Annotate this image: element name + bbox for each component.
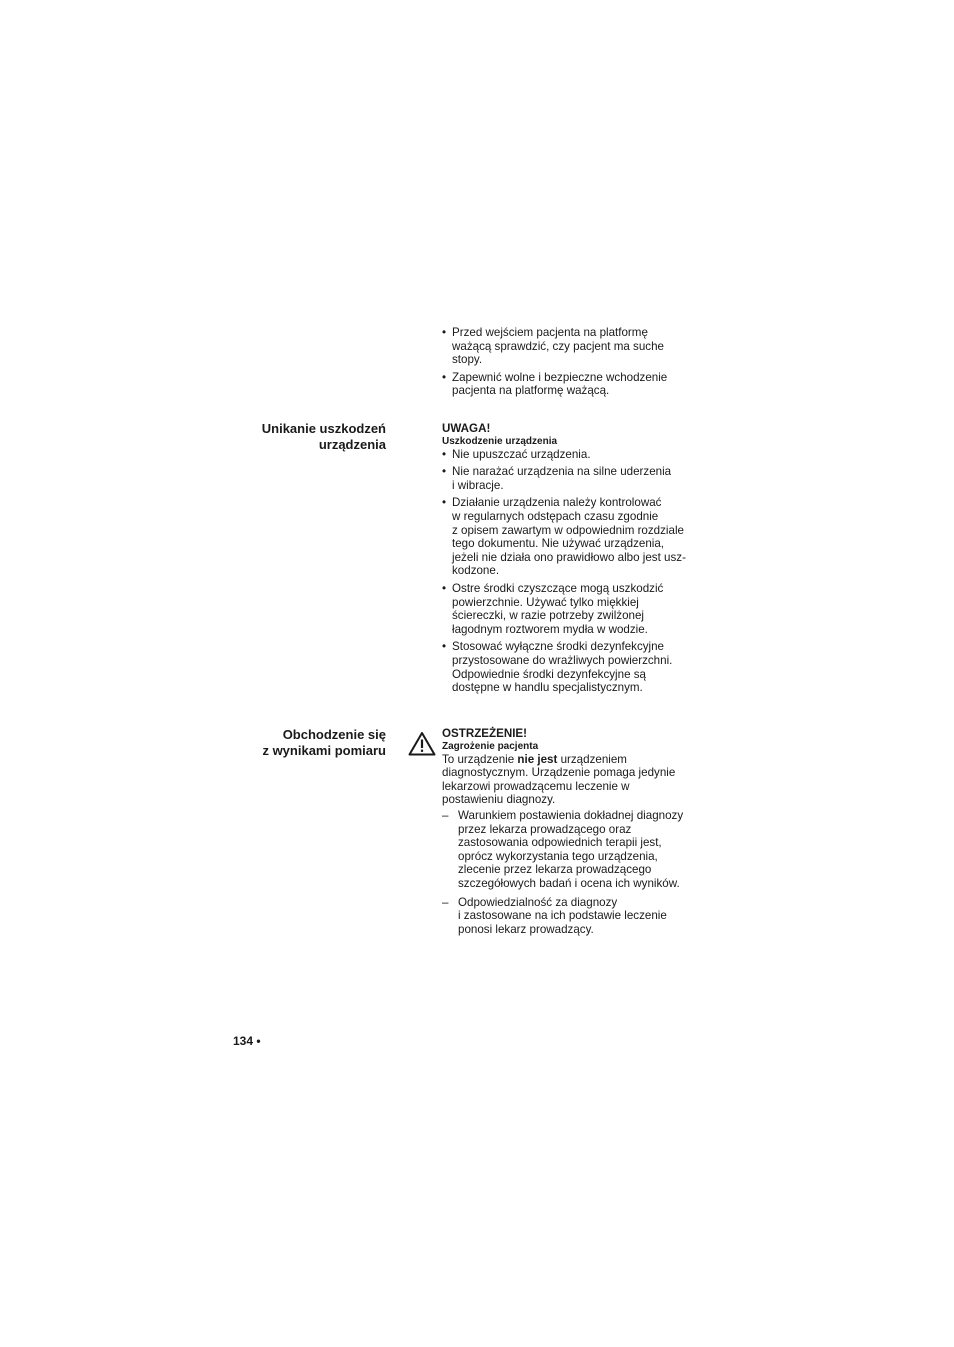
line: Odpowiednie środki dezynfekcyjne są bbox=[452, 667, 646, 681]
line: zastosowania odpowiednich terapii jest, bbox=[458, 836, 662, 850]
heading-line: urządzenia bbox=[318, 436, 386, 452]
line: • Działanie urządzenia należy kontrolować bbox=[452, 496, 662, 510]
warning-subtitle: Zagrożenie pacjenta bbox=[442, 740, 539, 752]
line: pacjenta na platformę ważącą. bbox=[452, 384, 610, 398]
list-item bbox=[442, 371, 712, 398]
line: ściereczki, w razie potrzeby zwilżonej bbox=[452, 609, 645, 623]
line: lekarzowi prowadzącemu leczenie w bbox=[442, 779, 630, 793]
line: • Nie upuszczać urządzenia. bbox=[452, 447, 591, 461]
line: • Ostre środki czyszczące mogą uszkodzić bbox=[452, 581, 664, 595]
list-item bbox=[442, 640, 712, 694]
line: oprócz wykorzystania tego urządzenia, bbox=[458, 849, 658, 863]
line: szczegółowych badań i ocena ich wyników. bbox=[458, 876, 680, 890]
line: przez lekarza prowadzącego oraz bbox=[458, 822, 632, 836]
line: i wibracje. bbox=[452, 478, 504, 492]
line: powierzchnie. Używać tylko miękkiej bbox=[452, 595, 639, 609]
line: tego dokumentu. Nie używać urządzenia, bbox=[452, 537, 665, 551]
line: • Przed wejściem pacjenta na platformę bbox=[452, 326, 648, 339]
section-heading-measurement-results bbox=[236, 727, 386, 758]
intro-bullet-list bbox=[442, 326, 712, 398]
signal-word: OSTRZEŻENIE! bbox=[442, 727, 528, 740]
line: zlecenie przez lekarza prowadzącego bbox=[458, 863, 652, 877]
line: ważącą sprawdzić, czy pacjent ma suche bbox=[452, 339, 664, 353]
line: – Warunkiem postawienia dokładnej diagnozy bbox=[458, 808, 684, 822]
list-item bbox=[442, 326, 712, 367]
line: łagodnym roztworem mydła w wodzie. bbox=[452, 622, 648, 636]
line: ponosi lekarz prowadzący. bbox=[458, 922, 594, 936]
line: i zastosowane na ich podstawie leczenie bbox=[458, 909, 667, 923]
heading-line: Obchodzenie się bbox=[282, 727, 386, 742]
warning-triangle-icon bbox=[408, 731, 436, 756]
dash-list-item bbox=[442, 809, 712, 891]
line: stopy. bbox=[452, 353, 483, 367]
line: z opisem zawartym w odpowiednim rozdziale bbox=[452, 523, 684, 537]
line: diagnostycznym. Urządzenie pomaga jedynie bbox=[442, 766, 676, 780]
para-prefix: To urządzenie bbox=[442, 752, 518, 766]
line: • Nie narażać urządzenia na silne uderzenia bbox=[452, 465, 672, 479]
line: dostępne w handlu specjalistycznym. bbox=[452, 681, 643, 695]
line bbox=[442, 753, 712, 767]
caution-subtitle: Uszkodzenie urządzenia bbox=[442, 435, 558, 447]
line: w regularnych odstępach czasu zgodnie bbox=[452, 509, 659, 523]
list-item bbox=[442, 465, 712, 492]
line: • Zapewnić wolne i bezpieczne wchodzenie bbox=[452, 370, 668, 384]
heading-line: z wynikami pomiaru bbox=[262, 742, 386, 758]
line: • Stosować wyłączne środki dezynfekcyjne bbox=[452, 640, 665, 654]
list-item bbox=[442, 448, 712, 462]
dash-list-item bbox=[442, 896, 712, 937]
caution-block bbox=[442, 422, 712, 695]
list-item bbox=[442, 582, 712, 636]
line: – Odpowiedzialność za diagnozy bbox=[458, 895, 618, 909]
line: kodzone. bbox=[452, 564, 500, 578]
list-item bbox=[442, 496, 712, 578]
para-emphasis: nie jest bbox=[517, 752, 558, 766]
warning-paragraph bbox=[442, 753, 712, 807]
para-suffix: urządzeniem bbox=[557, 752, 627, 766]
line: przystosowane do wrażliwych powierzchni. bbox=[452, 653, 673, 667]
warning-block bbox=[442, 727, 712, 936]
page-number: 134 • bbox=[233, 1034, 261, 1048]
heading-line: Unikanie uszkodzeń bbox=[261, 421, 386, 436]
line: postawieniu diagnozy. bbox=[442, 793, 556, 807]
section-heading-device-damage bbox=[236, 421, 386, 452]
line: jeżeli nie działa ono prawidłowo albo jest usz- bbox=[452, 550, 686, 564]
signal-word: UWAGA! bbox=[442, 422, 491, 435]
